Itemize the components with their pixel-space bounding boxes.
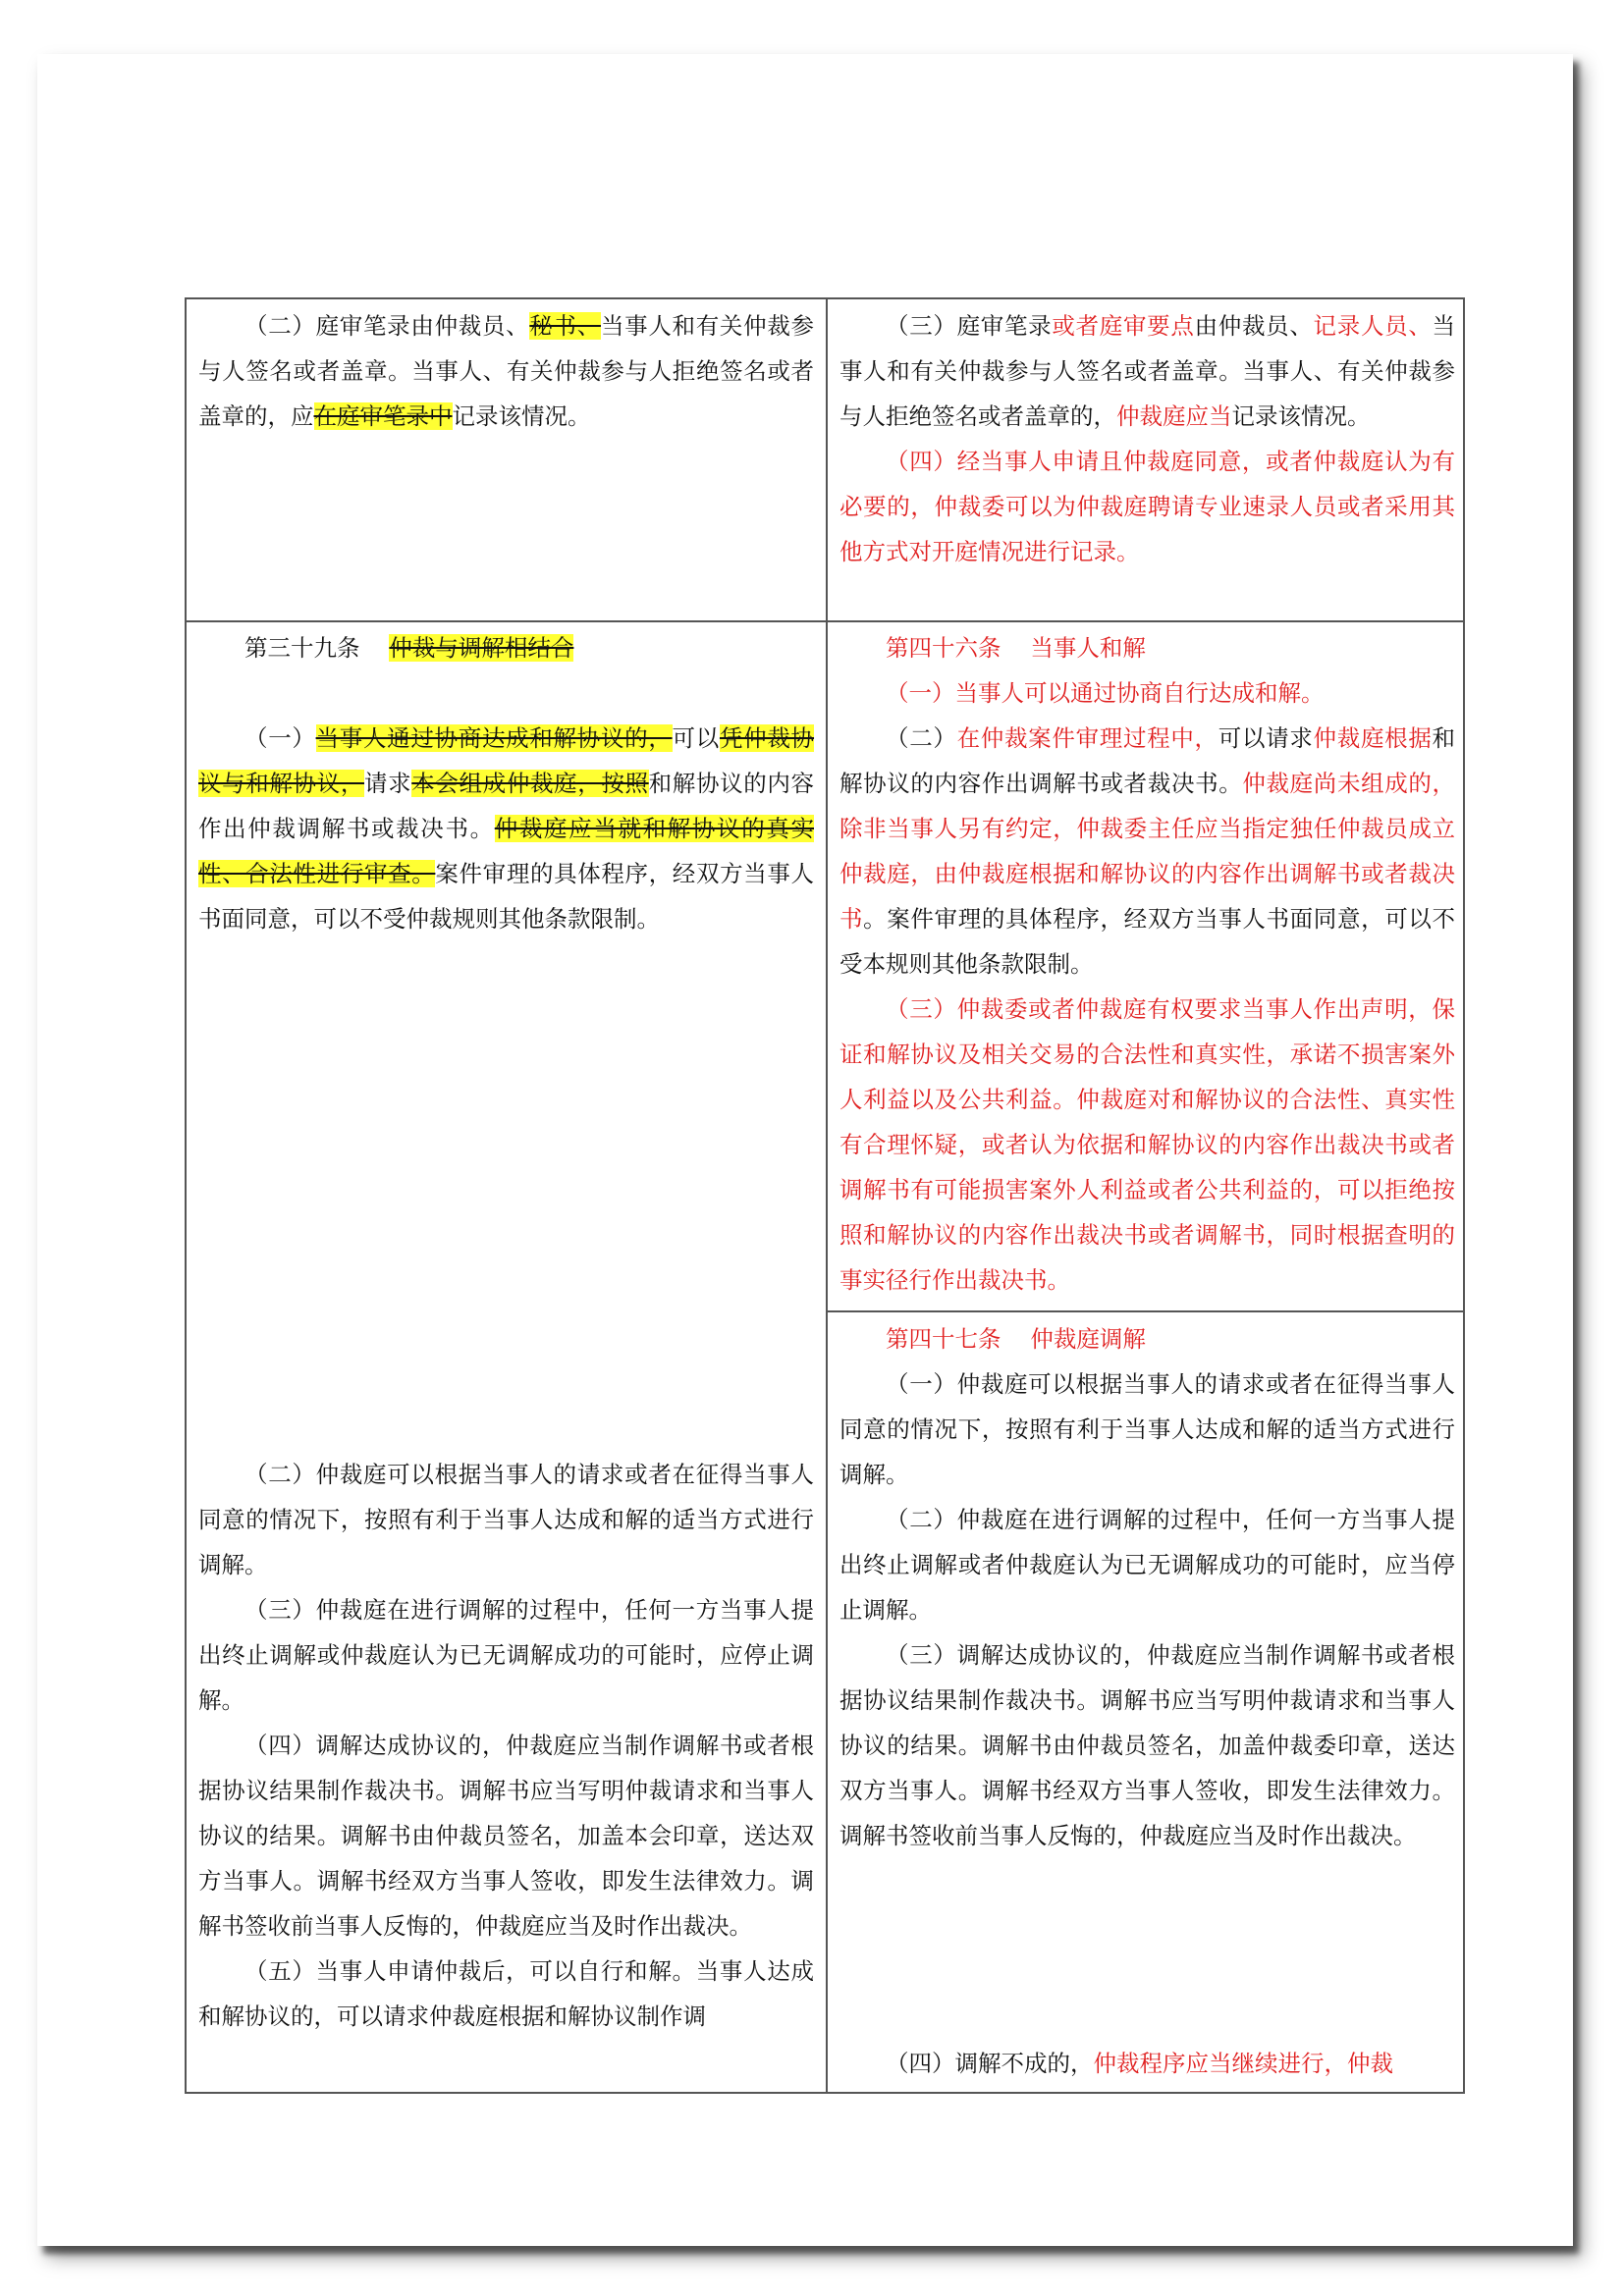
right-r2-paragraph-3: （三）仲裁委或者仲裁庭有权要求当事人作出声明，保证和解协议及相关交易的合法性和真实性，承诺不损害案外人利益以及公共利益。仲裁庭对和解协议的合法性、真实性有合理怀疑，或者认为依据和解协议的内容作出裁决书或者调解书有可能损害案外人利益或者公共利益的，可以拒绝按照和解协议的内容作出裁决书或者调解书，同时根据查明的事实径行作出裁决书。 <box>839 995 1455 1294</box>
right-r3-paragraph-4: （四）调解不成的，仲裁程序应当继续进行，仲裁 <box>886 2050 1393 2077</box>
right-cell-r3-lower <box>839 2041 1455 2086</box>
right-r3-paragraph-1: （一）仲裁庭可以根据当事人的请求或者在征得当事人同意的情况下，按照有利于当事人达成和解的适当方式进行调解。 <box>839 1370 1455 1488</box>
left-cell-r2-lower <box>198 1452 814 2039</box>
right-r2-paragraph-2: （二）在仲裁案件审理过程中，可以请求仲裁庭根据和解协议的内容作出调解书或者裁决书。仲裁庭尚未组成的，除非当事人另有约定，仲裁委主任应当指定独任仲裁员成立仲裁庭，由仲裁庭根据和解协议的内容作出调解书或者裁决书。案件审理的具体程序，经双方当事人书面同意，可以不受本规则其他条款限制。 <box>839 724 1456 978</box>
article-47-title: 第四十七条 仲裁庭调解 <box>886 1325 1146 1353</box>
right-cell-r1 <box>839 303 1455 574</box>
left-r2-paragraph-2: （二）仲裁庭可以根据当事人的请求或者在征得当事人同意的情况下，按照有利于当事人达成和解的适当方式进行调解。 <box>198 1461 814 1578</box>
article-39-title: 第三十九条 仲裁与调解相结合 <box>244 634 574 662</box>
document-page <box>37 54 1573 2246</box>
left-r2-paragraph-1: （一）当事人通过协商达成和解协议的，可以凭仲裁协议与和解协议，请求本会组成仲裁庭，按照和解协议的内容作出仲裁调解书或裁决书。仲裁庭应当就和解协议的真实性、合法性进行审查。案件审理的具体程序，经双方当事人书面同意，可以不受仲裁规则其他条款限制。 <box>198 724 815 933</box>
row-divider-right <box>828 1310 1463 1312</box>
column-divider <box>826 299 828 2092</box>
right-cell-r2 <box>839 625 1455 1303</box>
right-r2-paragraph-1: （一）当事人可以通过协商自行达成和解。 <box>886 679 1325 707</box>
left-r2-paragraph-5: （五）当事人申请仲裁后，可以自行和解。当事人达成和解协议的，可以请求仲裁庭根据和解协议制作调 <box>198 1957 814 2030</box>
right-r3-paragraph-3: （三）调解达成协议的，仲裁庭应当制作调解书或者根据协议结果制作裁决书。调解书应当写明仲裁请求和当事人协议的结果。调解书由仲裁员签名，加盖仲裁委印章，送达双方当事人。调解书经双方当事人签收，即发生法律效力。调解书签收前当事人反悔的，仲裁庭应当及时作出裁决。 <box>839 1641 1455 1849</box>
left-r2-paragraph-3: （三）仲裁庭在进行调解的过程中，任何一方当事人提出终止调解或仲裁庭认为已无调解成功的可能时，应停止调解。 <box>198 1596 814 1714</box>
left-cell-r1 <box>198 303 814 439</box>
comparison-table <box>185 297 1465 2094</box>
right-r1-paragraph-2: （四）经当事人申请且仲裁庭同意，或者仲裁庭认为有必要的，仲裁委可以为仲裁庭聘请专业速录人员或者采用其他方式对开庭情况进行记录。 <box>839 448 1455 565</box>
right-cell-r3 <box>839 1316 1455 1858</box>
article-46-title: 第四十六条 当事人和解 <box>886 634 1146 662</box>
right-r3-paragraph-2: （二）仲裁庭在进行调解的过程中，任何一方当事人提出终止调解或者仲裁庭认为已无调解成功的可能时，应当停止调解。 <box>839 1506 1455 1624</box>
left-cell-r2 <box>198 625 814 941</box>
row-divider <box>187 620 1463 622</box>
right-r1-paragraph-1: （三）庭审笔录或者庭审要点由仲裁员、记录人员、当事人和有关仲裁参与人签名或者盖章。当事人、有关仲裁参与人拒绝签名或者盖章的，仲裁庭应当记录该情况。 <box>839 312 1456 430</box>
left-r1-paragraph: （二）庭审笔录由仲裁员、秘书、当事人和有关仲裁参与人签名或者盖章。当事人、有关仲裁参与人拒绝签名或者盖章的，应在庭审笔录中记录该情况。 <box>198 312 815 430</box>
left-r2-paragraph-4: （四）调解达成协议的，仲裁庭应当制作调解书或者根据协议结果制作裁决书。调解书应当写明仲裁请求和当事人协议的结果。调解书由仲裁员签名，加盖本会印章，送达双方当事人。调解书经双方当事人签收，即发生法律效力。调解书签收前当事人反悔的，仲裁庭应当及时作出裁决。 <box>198 1732 814 1940</box>
